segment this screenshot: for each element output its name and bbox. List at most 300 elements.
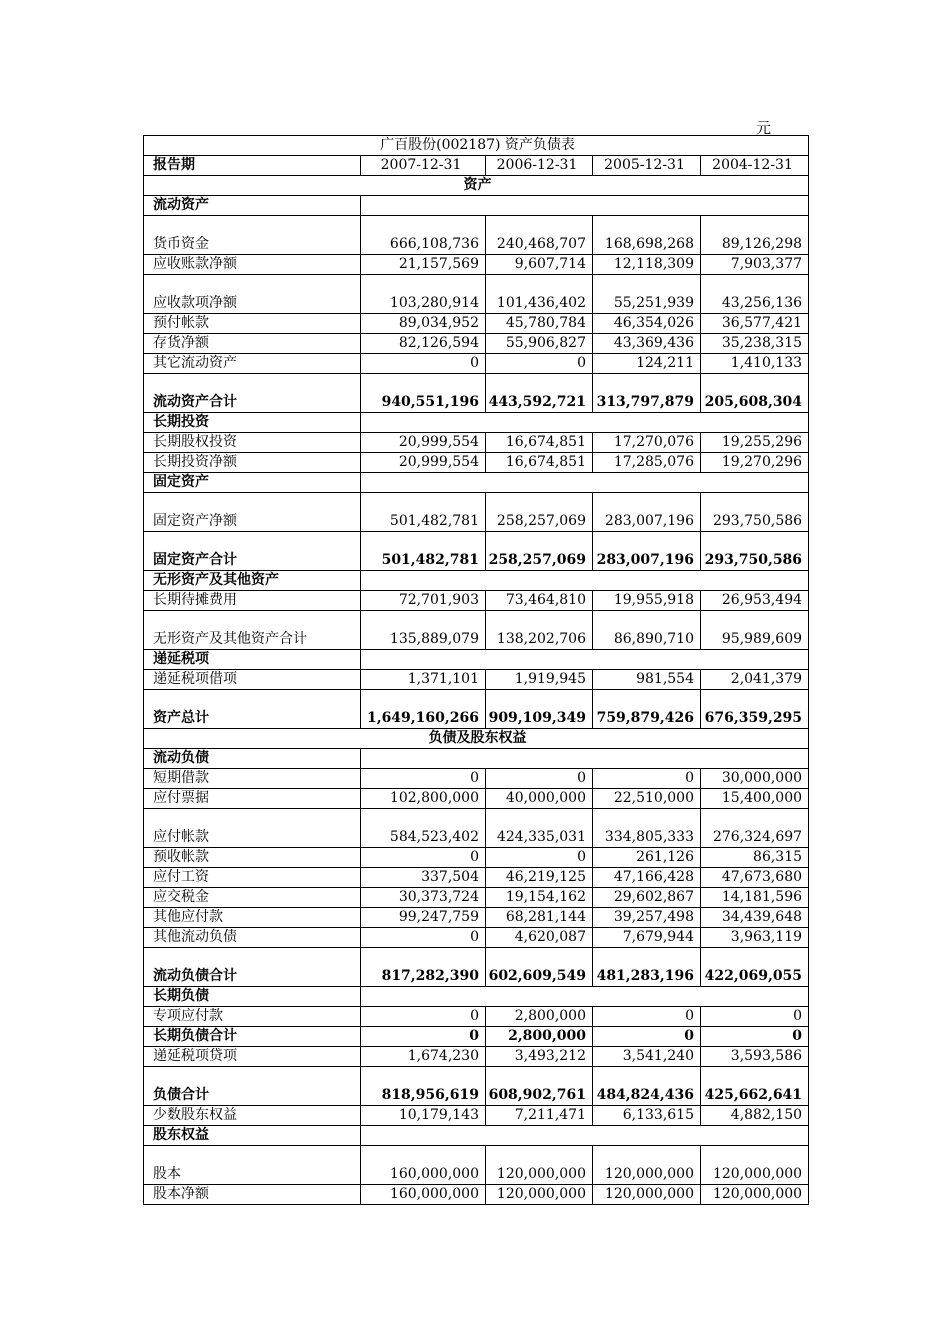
value-text: 608,902,761 [488, 1087, 586, 1103]
value-cell [361, 453, 486, 473]
value-cell [701, 908, 809, 928]
value-text: 1,674,230 [407, 1048, 479, 1064]
value-cell [701, 611, 809, 650]
row-label: 少数股东权益 [144, 1106, 361, 1126]
value-cell [593, 591, 701, 611]
value-text: 36,577,421 [721, 315, 803, 331]
value-cell [593, 769, 701, 789]
value-cell [701, 1007, 809, 1027]
table-row [144, 948, 809, 987]
row-label: 无形资产及其他资产合计 [144, 611, 361, 650]
row-label: 负债合计 [144, 1067, 361, 1106]
value-text: 120,000,000 [604, 1166, 694, 1182]
value-cell [486, 1067, 593, 1106]
row-label: 应收款项净额 [144, 275, 361, 314]
value-cell [361, 493, 486, 532]
value-cell [486, 888, 593, 908]
value-text: 43,256,136 [721, 295, 803, 311]
value-cell [486, 690, 593, 729]
value-cell [486, 848, 593, 868]
value-text: 817,282,390 [381, 968, 479, 984]
value-text: 0 [792, 1028, 803, 1044]
value-cell [593, 868, 701, 888]
row-label: 流动资产合计 [144, 374, 361, 413]
value-text: 160,000,000 [389, 1166, 479, 1182]
value-text: 4,882,150 [730, 1107, 803, 1123]
group-header-label: 流动负债 [144, 749, 361, 769]
value-text: 82,126,594 [398, 335, 479, 351]
value-text: 19,270,296 [721, 454, 803, 470]
value-cell [593, 690, 701, 729]
group-header-label: 长期负债 [144, 987, 361, 1007]
value-text: 3,593,586 [730, 1048, 803, 1064]
group-header-label: 流动资产 [144, 196, 361, 216]
value-cell [701, 1067, 809, 1106]
table-row [144, 493, 809, 532]
value-text: 258,257,069 [488, 552, 586, 568]
value-text: 1,649,160,266 [366, 710, 479, 726]
value-cell [486, 1106, 593, 1126]
value-text: 0 [577, 849, 586, 865]
row-label: 其他应付款 [144, 908, 361, 928]
group-header-row [144, 987, 809, 1007]
value-text: 19,955,918 [613, 592, 694, 608]
table-row [144, 1146, 809, 1185]
value-cell [486, 255, 593, 275]
value-text: 0 [577, 355, 586, 371]
value-cell [361, 1007, 486, 1027]
value-cell [361, 532, 486, 571]
value-text: 120,000,000 [712, 1166, 803, 1182]
table-row [144, 1047, 809, 1067]
value-text: 103,280,914 [389, 295, 479, 311]
value-text: 981,554 [636, 671, 694, 687]
value-cell [486, 334, 593, 354]
value-text: 1,371,101 [407, 671, 479, 687]
value-text: 9,607,714 [514, 256, 586, 272]
value-text: 160,000,000 [389, 1186, 479, 1202]
row-label: 递延税项贷项 [144, 1047, 361, 1067]
row-label: 存货净额 [144, 334, 361, 354]
value-cell [486, 611, 593, 650]
value-cell [361, 789, 486, 809]
value-cell [361, 275, 486, 314]
table-row [144, 928, 809, 948]
row-label: 长期投资净额 [144, 453, 361, 473]
value-text: 0 [470, 929, 479, 945]
value-cell [593, 1146, 701, 1185]
value-cell [593, 1007, 701, 1027]
value-cell [701, 354, 809, 374]
value-cell [701, 1146, 809, 1185]
value-text: 89,126,298 [721, 236, 803, 252]
row-label: 应付工资 [144, 868, 361, 888]
value-cell [701, 888, 809, 908]
value-text: 43,369,436 [613, 335, 694, 351]
row-label: 股本净额 [144, 1185, 361, 1205]
value-text: 0 [470, 1008, 479, 1024]
value-cell [361, 868, 486, 888]
value-text: 120,000,000 [712, 1186, 803, 1202]
table-row [144, 334, 809, 354]
value-cell [361, 433, 486, 453]
value-text: 2,800,000 [514, 1008, 586, 1024]
value-cell [593, 374, 701, 413]
row-label: 应交税金 [144, 888, 361, 908]
value-text: 39,257,498 [613, 909, 694, 925]
value-cell [486, 314, 593, 334]
value-text: 501,482,781 [381, 552, 479, 568]
group-header-blank [361, 196, 809, 216]
value-text: 168,698,268 [604, 236, 694, 252]
value-cell [486, 789, 593, 809]
value-cell [361, 216, 486, 255]
value-text: 1,919,945 [514, 671, 586, 687]
value-cell [361, 1106, 486, 1126]
value-cell [593, 532, 701, 571]
value-cell [486, 948, 593, 987]
table-row [144, 908, 809, 928]
value-text: 1,410,133 [730, 355, 803, 371]
value-cell [361, 670, 486, 690]
value-cell [593, 1106, 701, 1126]
group-header-blank [361, 571, 809, 591]
value-cell [593, 255, 701, 275]
value-cell [593, 670, 701, 690]
value-text: 666,108,736 [389, 236, 479, 252]
value-text: 0 [685, 1008, 694, 1024]
value-cell [361, 255, 486, 275]
value-text: 30,373,724 [398, 889, 479, 905]
value-cell [701, 532, 809, 571]
row-label: 其他流动负债 [144, 928, 361, 948]
value-text: 283,007,196 [604, 513, 694, 529]
value-cell [486, 493, 593, 532]
value-cell [701, 453, 809, 473]
row-label: 固定资产合计 [144, 532, 361, 571]
value-cell [701, 670, 809, 690]
table-row [144, 374, 809, 413]
value-cell [361, 848, 486, 868]
value-cell [701, 769, 809, 789]
value-text: 34,439,648 [721, 909, 803, 925]
value-cell [486, 532, 593, 571]
value-text: 0 [469, 1028, 479, 1044]
report-period-label: 报告期 [144, 156, 361, 176]
value-cell [701, 334, 809, 354]
value-text: 86,890,710 [613, 631, 694, 647]
value-text: 276,324,697 [712, 829, 803, 845]
value-cell [361, 354, 486, 374]
value-text: 47,673,680 [721, 869, 803, 885]
value-cell [361, 1146, 486, 1185]
table-row [144, 1007, 809, 1027]
value-text: 4,620,087 [514, 929, 586, 945]
value-text: 47,166,428 [613, 869, 694, 885]
value-cell [486, 670, 593, 690]
row-label: 预收帐款 [144, 848, 361, 868]
value-text: 89,034,952 [398, 315, 479, 331]
value-text: 135,889,079 [389, 631, 479, 647]
value-text: 10,179,143 [398, 1107, 479, 1123]
value-text: 120,000,000 [496, 1166, 586, 1182]
value-text: 120,000,000 [496, 1186, 586, 1202]
title-row [144, 136, 809, 156]
group-header-label: 无形资产及其他资产 [144, 571, 361, 591]
value-cell [701, 1106, 809, 1126]
value-cell [486, 908, 593, 928]
value-text: 2,041,379 [730, 671, 803, 687]
value-text: 95,989,609 [721, 631, 803, 647]
value-cell [486, 809, 593, 848]
value-cell [701, 1185, 809, 1205]
value-cell [486, 1007, 593, 1027]
table-row [144, 453, 809, 473]
value-cell [593, 493, 701, 532]
group-header-row [144, 571, 809, 591]
table-row [144, 1067, 809, 1106]
row-label: 应付帐款 [144, 809, 361, 848]
value-cell [593, 354, 701, 374]
value-cell [701, 314, 809, 334]
value-cell [593, 1027, 701, 1047]
value-text: 0 [577, 770, 586, 786]
value-cell [486, 374, 593, 413]
value-text: 443,592,721 [488, 394, 586, 410]
value-text: 46,354,026 [613, 315, 694, 331]
row-label: 货币资金 [144, 216, 361, 255]
period-2006: 2006-12-31 [486, 156, 593, 176]
value-cell [361, 809, 486, 848]
row-label: 短期借款 [144, 769, 361, 789]
table-title: 广百股份(002187) 资产负债表 [144, 136, 809, 156]
value-text: 7,903,377 [730, 256, 803, 272]
table-row [144, 611, 809, 650]
value-cell [361, 1027, 486, 1047]
value-cell [486, 1185, 593, 1205]
row-label: 预付帐款 [144, 314, 361, 334]
value-cell [701, 255, 809, 275]
group-header-label: 股东权益 [144, 1126, 361, 1146]
value-text: 124,211 [636, 355, 694, 371]
value-text: 602,609,549 [488, 968, 586, 984]
row-label: 专项应付款 [144, 1007, 361, 1027]
value-text: 3,963,119 [730, 929, 803, 945]
value-text: 29,602,867 [613, 889, 694, 905]
value-text: 283,007,196 [596, 552, 694, 568]
value-cell [593, 314, 701, 334]
value-text: 16,674,851 [505, 434, 586, 450]
liabilities-section-title: 负债及股东权益 [144, 729, 809, 749]
row-label: 其它流动资产 [144, 354, 361, 374]
value-text: 3,493,212 [514, 1048, 586, 1064]
group-header-blank [361, 749, 809, 769]
row-label: 流动负债合计 [144, 948, 361, 987]
value-text: 584,523,402 [389, 829, 479, 845]
value-text: 19,154,162 [505, 889, 586, 905]
row-label: 递延税项借项 [144, 670, 361, 690]
value-text: 138,202,706 [496, 631, 586, 647]
value-text: 484,824,436 [596, 1087, 694, 1103]
value-text: 30,000,000 [721, 770, 803, 786]
value-text: 422,069,055 [704, 968, 803, 984]
value-text: 818,956,619 [381, 1087, 479, 1103]
value-text: 46,219,125 [505, 869, 586, 885]
value-text: 940,551,196 [381, 394, 479, 410]
table-row [144, 868, 809, 888]
table-row [144, 1106, 809, 1126]
value-cell [593, 216, 701, 255]
value-text: 55,906,827 [505, 335, 586, 351]
value-cell [593, 948, 701, 987]
value-text: 68,281,144 [505, 909, 586, 925]
row-label: 长期待摊费用 [144, 591, 361, 611]
value-cell [361, 611, 486, 650]
value-cell [361, 591, 486, 611]
group-header-label: 固定资产 [144, 473, 361, 493]
value-text: 676,359,295 [704, 710, 803, 726]
value-cell [486, 591, 593, 611]
value-cell [593, 1185, 701, 1205]
value-cell [361, 769, 486, 789]
value-cell [593, 789, 701, 809]
group-header-blank [361, 987, 809, 1007]
value-cell [361, 888, 486, 908]
table-row [144, 1027, 809, 1047]
value-cell [361, 928, 486, 948]
value-cell [361, 1067, 486, 1106]
row-label: 长期负债合计 [144, 1027, 361, 1047]
value-text: 120,000,000 [604, 1186, 694, 1202]
value-cell [701, 789, 809, 809]
assets-section-title: 资产 [144, 176, 809, 196]
value-text: 909,109,349 [488, 710, 586, 726]
value-text: 17,285,076 [613, 454, 694, 470]
value-text: 3,541,240 [622, 1048, 694, 1064]
value-cell [486, 1027, 593, 1047]
value-text: 7,211,471 [514, 1107, 586, 1123]
period-2007: 2007-12-31 [361, 156, 486, 176]
table-row [144, 769, 809, 789]
value-cell [701, 1027, 809, 1047]
value-text: 293,750,586 [712, 513, 803, 529]
row-label: 长期股权投资 [144, 433, 361, 453]
table-row [144, 433, 809, 453]
value-text: 334,805,333 [604, 829, 694, 845]
value-cell [361, 334, 486, 354]
row-label: 应收账款净额 [144, 255, 361, 275]
value-text: 0 [470, 849, 479, 865]
value-text: 45,780,784 [505, 315, 586, 331]
table-row [144, 888, 809, 908]
group-header-row [144, 749, 809, 769]
value-cell [486, 275, 593, 314]
value-cell [701, 493, 809, 532]
value-text: 240,468,707 [496, 236, 586, 252]
table-row [144, 314, 809, 334]
value-text: 0 [793, 1008, 803, 1024]
value-text: 17,270,076 [613, 434, 694, 450]
table-row [144, 789, 809, 809]
table-row [144, 809, 809, 848]
value-cell [701, 848, 809, 868]
value-cell [361, 374, 486, 413]
group-header-blank [361, 473, 809, 493]
value-cell [486, 433, 593, 453]
balance-sheet-table [143, 135, 809, 1205]
value-cell [593, 611, 701, 650]
value-cell [701, 275, 809, 314]
group-header-label: 长期投资 [144, 413, 361, 433]
value-text: 2,800,000 [508, 1028, 586, 1044]
value-cell [361, 1185, 486, 1205]
value-text: 337,504 [421, 869, 479, 885]
header-row [144, 156, 809, 176]
value-text: 313,797,879 [596, 394, 694, 410]
table-row [144, 591, 809, 611]
value-text: 293,750,586 [704, 552, 803, 568]
group-header-row [144, 473, 809, 493]
table-row [144, 690, 809, 729]
value-cell [701, 948, 809, 987]
value-cell [701, 433, 809, 453]
value-cell [486, 1146, 593, 1185]
value-text: 258,257,069 [496, 513, 586, 529]
value-cell [593, 433, 701, 453]
value-text: 501,482,781 [389, 513, 479, 529]
value-cell [486, 928, 593, 948]
value-text: 73,464,810 [505, 592, 586, 608]
value-cell [593, 275, 701, 314]
value-cell [593, 888, 701, 908]
row-label: 固定资产净额 [144, 493, 361, 532]
value-cell [593, 1047, 701, 1067]
value-text: 759,879,426 [596, 710, 694, 726]
value-text: 0 [470, 770, 479, 786]
value-cell [593, 848, 701, 868]
table-row [144, 848, 809, 868]
value-text: 424,335,031 [496, 829, 586, 845]
assets-section-row [144, 176, 809, 196]
value-cell [361, 690, 486, 729]
table-row [144, 275, 809, 314]
value-text: 205,608,304 [704, 394, 803, 410]
value-text: 20,999,554 [398, 454, 479, 470]
value-text: 15,400,000 [721, 790, 803, 806]
table-row [144, 216, 809, 255]
value-text: 86,315 [753, 849, 803, 865]
value-cell [701, 928, 809, 948]
value-cell [701, 690, 809, 729]
row-label: 资产总计 [144, 690, 361, 729]
value-cell [701, 809, 809, 848]
value-cell [593, 908, 701, 928]
table-row [144, 1185, 809, 1205]
value-text: 0 [470, 355, 479, 371]
value-text: 20,999,554 [398, 434, 479, 450]
period-2004: 2004-12-31 [701, 156, 809, 176]
value-text: 425,662,641 [704, 1087, 803, 1103]
group-header-blank [361, 1126, 809, 1146]
value-cell [361, 314, 486, 334]
value-text: 22,510,000 [613, 790, 694, 806]
value-cell [701, 1047, 809, 1067]
value-text: 102,800,000 [389, 790, 479, 806]
group-header-blank [361, 413, 809, 433]
value-cell [361, 908, 486, 928]
group-header-row [144, 413, 809, 433]
value-cell [701, 216, 809, 255]
